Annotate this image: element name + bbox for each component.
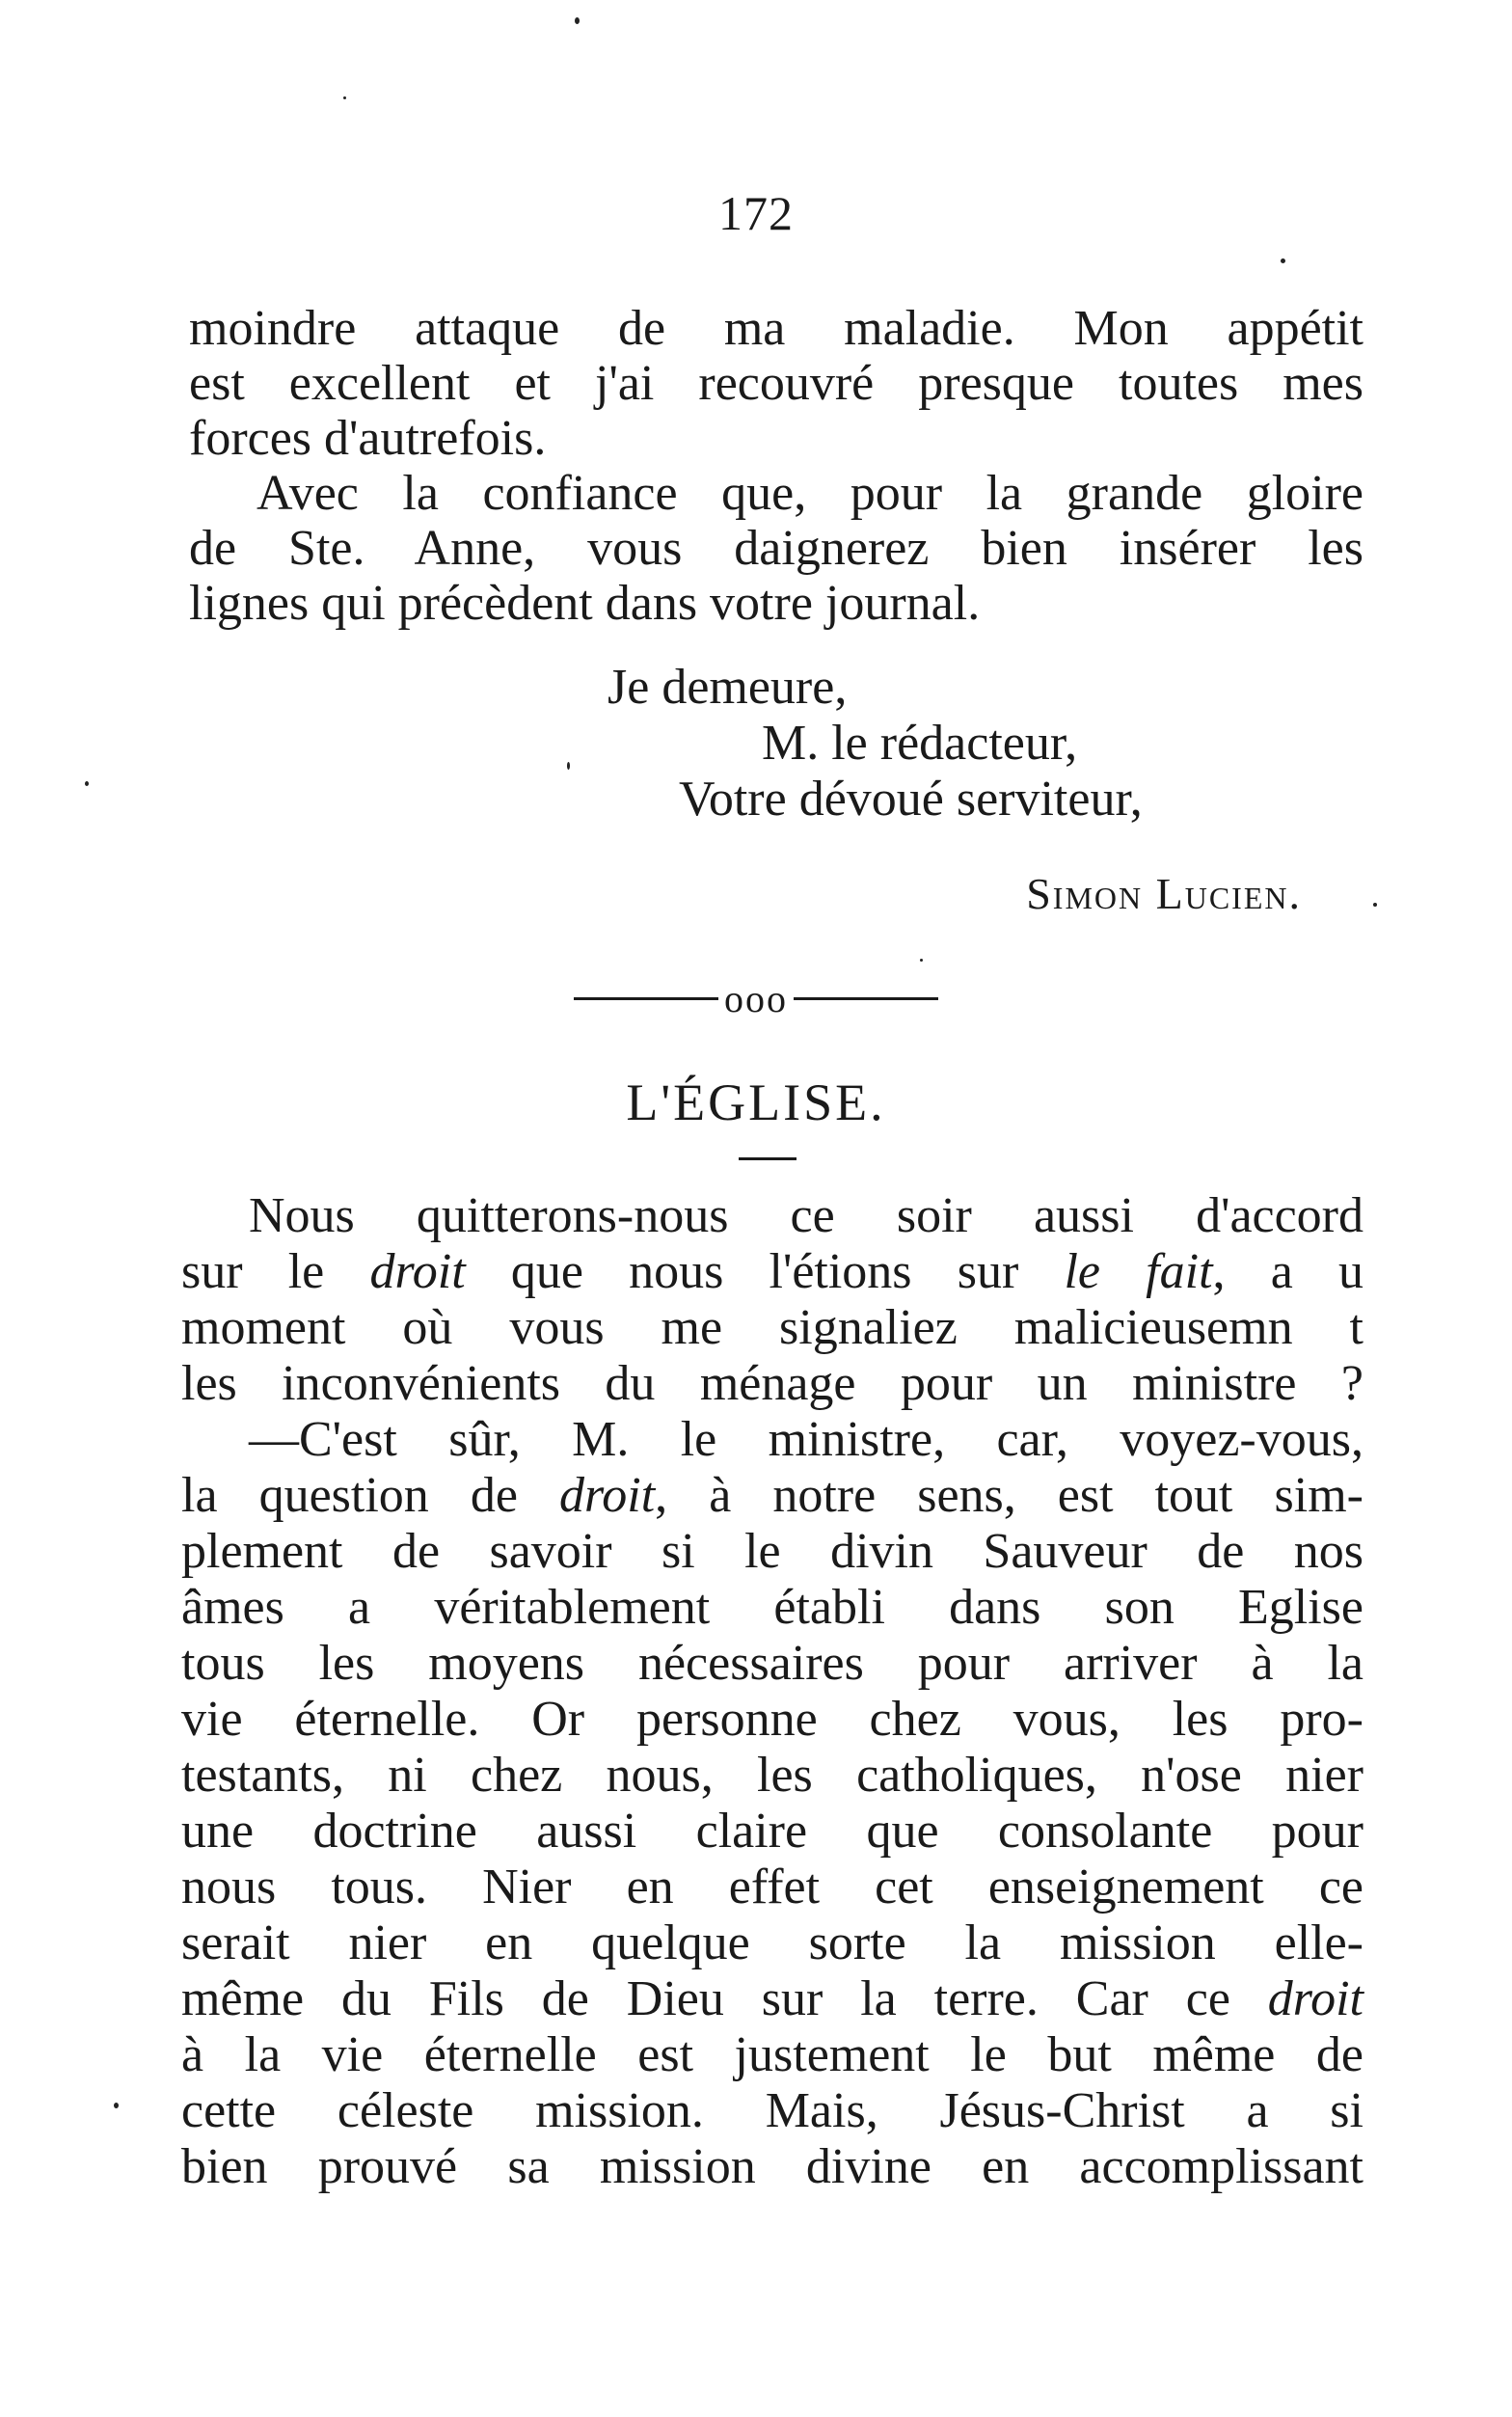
text-segment: serait nier en quelque sorte la mission elle- — [181, 1915, 1364, 1970]
text-segment: plement de savoir si le divin Sauveur de nos — [181, 1524, 1364, 1579]
closing-line: Je demeure, — [608, 660, 848, 715]
scan-speck — [343, 96, 346, 99]
letter-body — [189, 301, 1364, 631]
text-line: lignes qui précèdent dans votre journal. — [189, 576, 981, 631]
text-line: Avec la confiance que, pour la grande gloire — [256, 466, 1364, 521]
scan-speck — [85, 781, 89, 786]
text-segment: bien prouvé sa mission divine en accomplissant — [181, 2139, 1364, 2194]
text-line: forces d'autrefois. — [189, 411, 547, 466]
scan-speck — [1281, 258, 1285, 263]
text-line — [181, 1300, 1364, 1356]
text-line — [181, 1580, 1364, 1636]
italic-term: droit — [558, 1468, 656, 1523]
scan-speck — [567, 762, 570, 770]
text-line — [181, 1804, 1364, 1860]
text-segment: , à notre sens, est tout sim- — [655, 1468, 1364, 1523]
text-segment: les inconvénients du ménage pour un ministre ? — [181, 1356, 1364, 1411]
text-line — [181, 1468, 1364, 1524]
scan-speck — [114, 2103, 119, 2108]
signature: Simon Lucien. — [1026, 869, 1302, 918]
scan-speck — [920, 959, 923, 962]
text-segment: une doctrine aussi claire que consolante pour — [181, 1804, 1364, 1859]
text-line — [181, 1748, 1364, 1804]
text-segment: même du Fils de Dieu sur la terre. Car ce — [181, 1971, 1268, 2026]
separator-dash — [794, 997, 938, 1000]
text-segment: tous les moyens nécessaires pour arriver à la — [181, 1636, 1364, 1691]
text-segment: que nous l'étions sur — [465, 1244, 1065, 1299]
text-segment: vie éternelle. Or personne chez vous, les pro- — [181, 1692, 1364, 1747]
italic-term: le fait — [1064, 1244, 1213, 1299]
text-segment: nous tous. Nier en effet cet enseignement ce — [181, 1860, 1364, 1915]
text-segment: à la vie éternelle est justement le but même de — [181, 2027, 1364, 2082]
text-line — [181, 1971, 1364, 2027]
page-number: 172 — [718, 186, 794, 240]
text-line: de Ste. Anne, vous daignerez bien insérer les — [189, 521, 1364, 576]
text-segment: testants, ni chez nous, les catholiques, n'ose nier — [181, 1748, 1364, 1803]
separator-dash — [574, 997, 718, 1000]
text-line: moindre attaque de ma maladie. Mon appétit — [189, 301, 1364, 356]
section-title: L'ÉGLISE. — [626, 1073, 886, 1131]
title-rule — [739, 1157, 796, 1160]
text-segment: la question de — [181, 1468, 559, 1523]
text-segment: , a u — [1212, 1244, 1364, 1299]
text-line — [181, 1692, 1364, 1748]
text-line — [181, 1244, 1364, 1300]
scan-speck — [1373, 903, 1377, 907]
closing-line: M. le rédacteur, — [762, 716, 1078, 771]
text-segment: âmes a véritablement établi dans son Eglise — [181, 1580, 1364, 1635]
section-separator — [0, 972, 1512, 1021]
text-line — [181, 2139, 1364, 2195]
italic-term: droit — [1267, 1971, 1364, 2026]
text-line — [181, 1915, 1364, 1971]
separator-ornament: ooo — [724, 977, 788, 1021]
text-line — [181, 1524, 1364, 1580]
italic-term: droit — [369, 1244, 466, 1299]
text-segment: moment où vous me signaliez malicieusemn t — [181, 1300, 1364, 1355]
text-line: est excellent et j'ai recouvré presque toutes mes — [189, 356, 1364, 411]
text-segment: Nous quitterons-nous ce soir aussi d'accord — [249, 1188, 1364, 1243]
text-line — [181, 1188, 1364, 1244]
text-line — [181, 2027, 1364, 2083]
text-line — [181, 1636, 1364, 1692]
article-body — [181, 1188, 1364, 2195]
text-line — [181, 1860, 1364, 1915]
scan-speck — [575, 17, 580, 24]
text-segment: —C'est sûr, M. le ministre, car, voyez-vous, — [249, 1412, 1364, 1467]
text-segment: sur le — [181, 1244, 370, 1299]
text-line — [181, 2083, 1364, 2139]
closing-line: Votre dévoué serviteur, — [679, 772, 1143, 827]
text-line — [181, 1412, 1364, 1468]
text-segment: cette céleste mission. Mais, Jésus-Christ a si — [181, 2083, 1364, 2138]
text-line — [181, 1356, 1364, 1412]
